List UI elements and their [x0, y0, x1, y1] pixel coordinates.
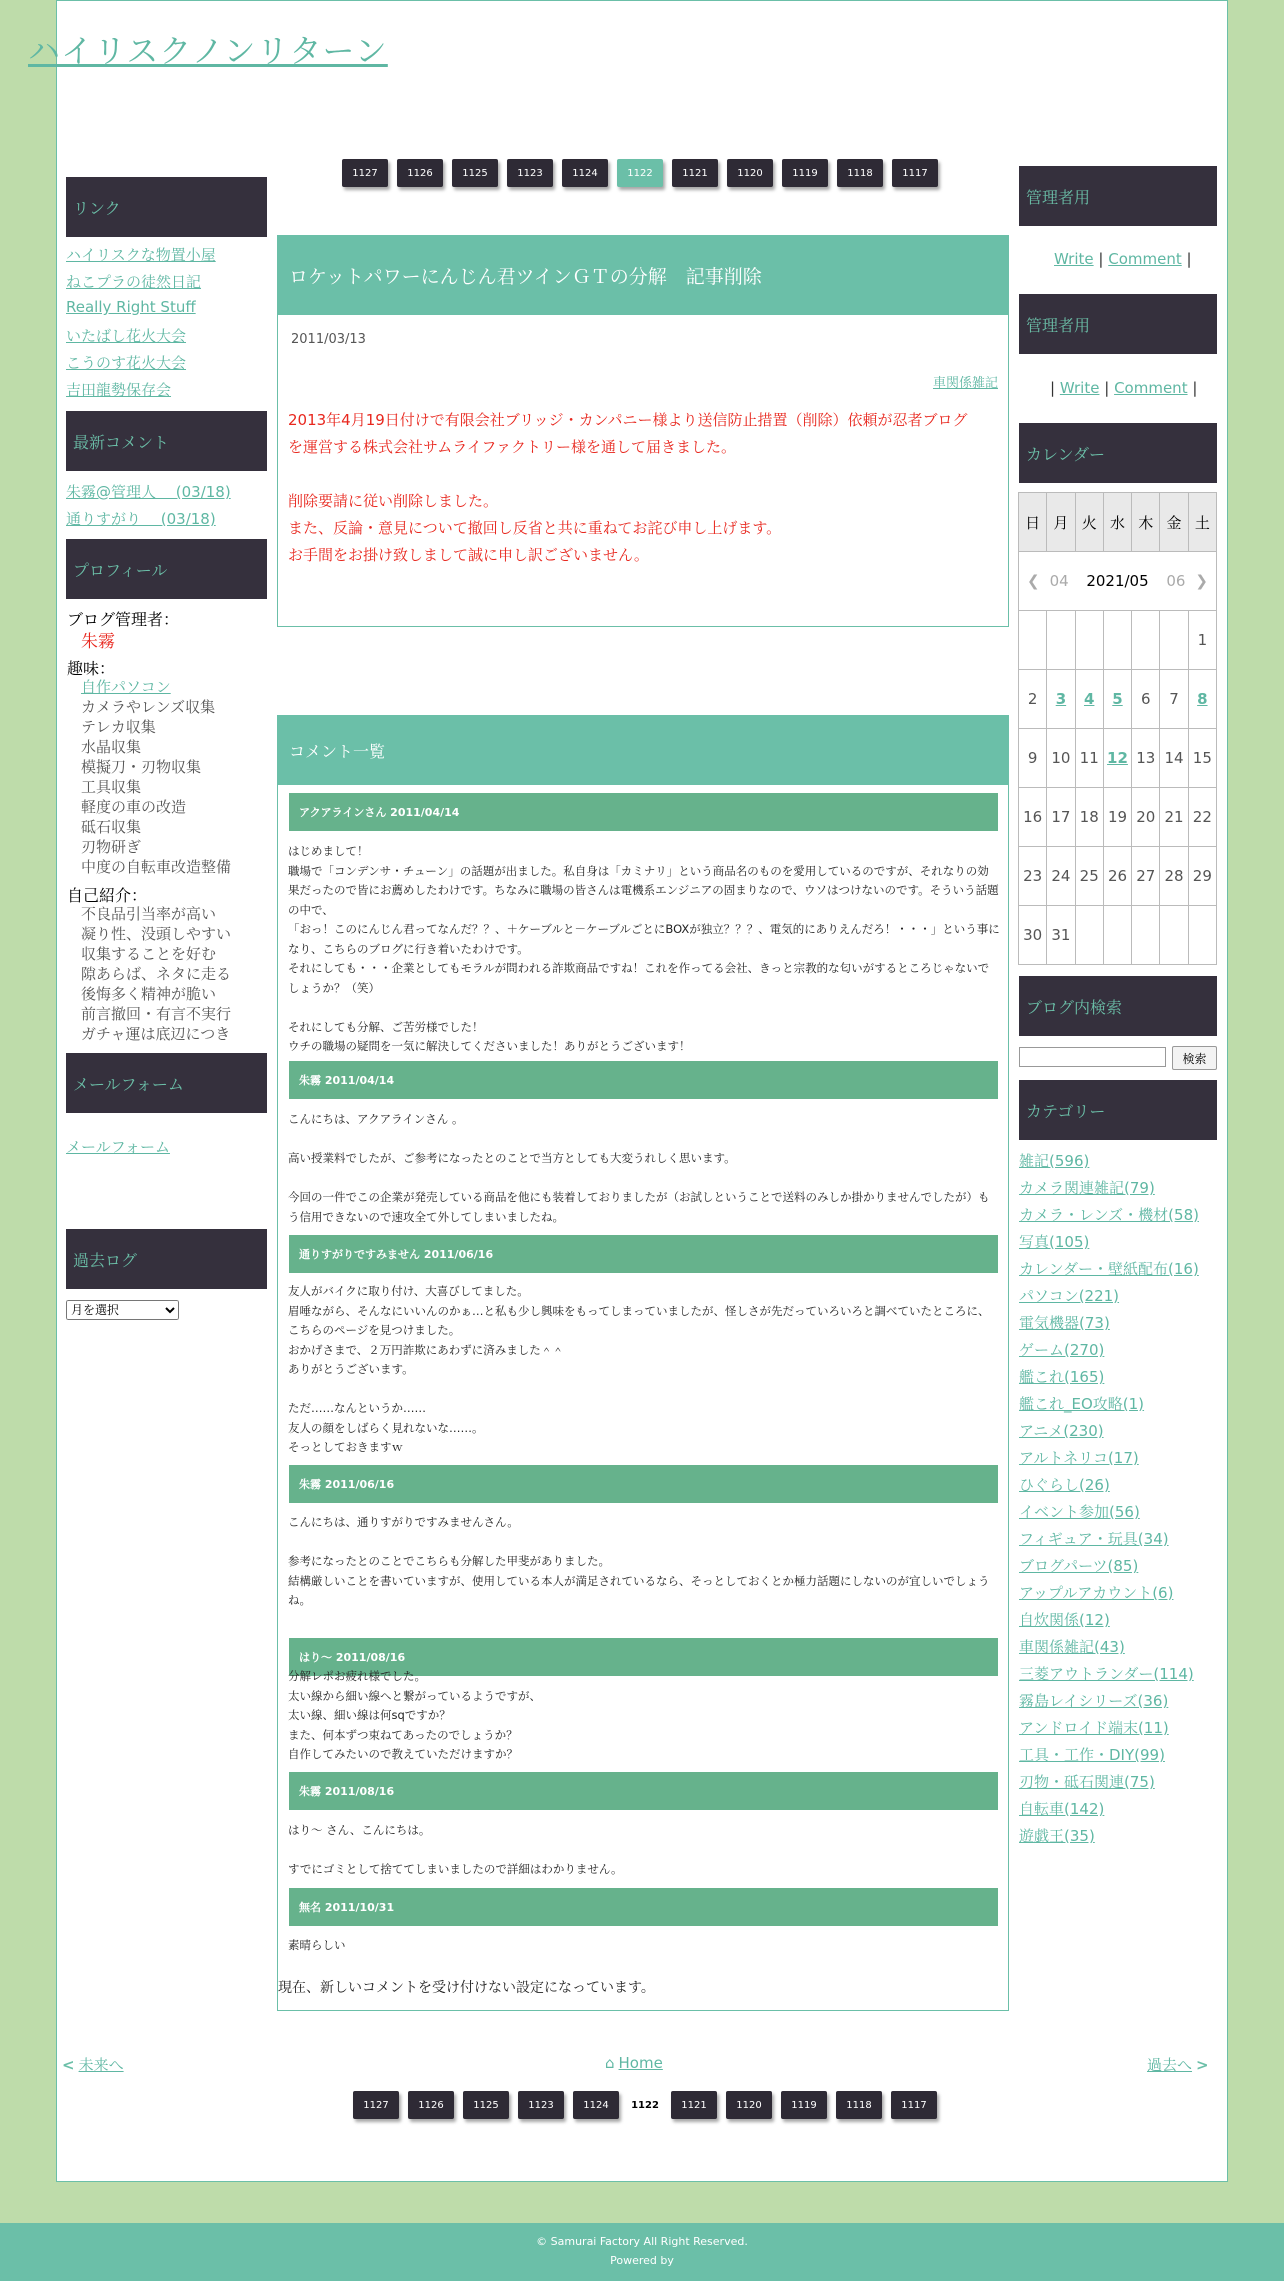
calendar-day[interactable] — [1047, 670, 1075, 729]
category-link[interactable]: 刃物・砥石関連(75) — [1019, 1773, 1155, 1791]
calendar-day — [1160, 847, 1188, 906]
calendar-day — [1132, 729, 1160, 788]
write-link[interactable]: Write — [1054, 250, 1094, 268]
calendar-week-row — [1019, 611, 1217, 670]
calendar-day — [1047, 611, 1075, 670]
calendar-day-number: 28 — [1164, 867, 1184, 885]
category-link[interactable]: ブログパーツ(85) — [1019, 1557, 1139, 1575]
calendar-prev[interactable] — [1027, 572, 1069, 590]
calendar-day-number: 30 — [1023, 926, 1043, 944]
mail-form-link[interactable]: メールフォーム — [66, 1138, 170, 1156]
intro-label: 自己紹介： — [67, 886, 148, 905]
category-link[interactable]: 工具・工作・DIY(99) — [1019, 1746, 1165, 1764]
category-link[interactable]: パソコン(221) — [1019, 1287, 1120, 1305]
post-title: ロケットパワーにんじん君ツインＧＴの分解 記事削除 — [277, 235, 1009, 315]
intro-item: 前言撤回・有言不実行 — [81, 1005, 232, 1023]
calendar-day-number: 26 — [1107, 867, 1128, 885]
comment-header: 通りすがりですみません 2011/06/16 — [289, 1235, 998, 1273]
calendar-day — [1019, 906, 1047, 965]
calendar-nav-inner — [1019, 572, 1216, 590]
calendar-week-row — [1019, 729, 1217, 788]
page-link[interactable]: 1126 — [408, 2091, 454, 2119]
calendar-weekday: 火 — [1075, 493, 1103, 552]
search-input[interactable] — [1019, 1047, 1166, 1067]
mail-form-heading: メールフォーム — [66, 1053, 267, 1113]
calendar-day — [1075, 906, 1103, 965]
calendar-day-link[interactable]: 4 — [1083, 690, 1095, 708]
hobby-item: 軽度の車の改造 — [81, 798, 187, 816]
calendar-day-number: 2 — [1027, 690, 1038, 708]
calendar-week-row — [1019, 906, 1217, 965]
calendar-nav-row — [1019, 552, 1217, 611]
post-body-paragraph: お手間をお掛け致しまして誠に申し訳ございません。 — [288, 546, 649, 564]
calendar-day — [1019, 788, 1047, 847]
calendar-day — [1160, 611, 1188, 670]
page-link[interactable]: 1125 — [463, 2091, 509, 2119]
page-link[interactable]: 1123 — [507, 159, 553, 187]
calendar-day — [1160, 906, 1188, 965]
post-body-paragraph: 削除要請に従い削除しました。 — [288, 492, 499, 510]
intro-item: 隙あらば、ネタに走る — [81, 965, 232, 983]
calendar-prev-month: 04 — [1049, 572, 1069, 590]
category-link[interactable]: 艦これ(165) — [1019, 1368, 1105, 1386]
calendar-day-number: 21 — [1164, 808, 1184, 826]
comment-header: はり～ 2011/08/16 — [289, 1638, 998, 1676]
post-date: 2011/03/13 — [291, 332, 366, 347]
calendar-day — [1075, 611, 1103, 670]
hobby-item: 工具収集 — [81, 778, 142, 796]
comment-body: こんにちは、通りすがりですみませんさん。 参考になったとのことでこちらも分解した甲斐がありました。 結構厳しいことを書いていますが、使用している本人が満足されているなら、そっとしておくとか極力話題にしないのが宜しいでしょうね。 — [288, 1515, 990, 1607]
comment-link[interactable]: Comment — [1114, 379, 1188, 397]
comment-body: はり～ さん、こんにちは。 すでにゴミとして捨ててしまいましたので詳細はわかりません。 — [288, 1823, 623, 1876]
calendar-day-number: 7 — [1169, 690, 1179, 708]
calendar-day-link[interactable]: 12 — [1107, 749, 1128, 767]
article-pager-top — [342, 159, 947, 187]
calendar-nav — [1019, 552, 1217, 611]
site-title[interactable]: ハイリスクノンリターン — [28, 32, 388, 70]
calendar-weekday: 月 — [1047, 493, 1075, 552]
archive-heading: 過去ログ — [66, 1229, 267, 1289]
hobby-item: 水晶収集 — [81, 738, 142, 756]
hobby-item: 中度の自転車改造整備 — [81, 858, 232, 876]
category-link[interactable]: アルトネリコ(17) — [1019, 1449, 1139, 1467]
page-link[interactable]: 1119 — [781, 2091, 827, 2119]
category-link[interactable]: イベント参加(56) — [1019, 1503, 1140, 1521]
category-link[interactable]: 電気機器(73) — [1019, 1314, 1110, 1332]
calendar-day-number: 24 — [1051, 867, 1071, 885]
page-link[interactable]: 1119 — [782, 159, 828, 187]
calendar-day-number: 25 — [1079, 867, 1099, 885]
calendar-weekday: 木 — [1132, 493, 1160, 552]
calendar-day[interactable] — [1075, 670, 1103, 729]
calendar-day-number: 16 — [1023, 808, 1043, 826]
page-link[interactable]: 1121 — [671, 2091, 717, 2119]
calendar-day — [1188, 729, 1216, 788]
intro-item: 後悔多く精神が脆い — [81, 985, 217, 1003]
admin-name: 朱霧 — [81, 632, 115, 652]
page-current: 1122 — [617, 159, 663, 187]
calendar-day — [1188, 906, 1216, 965]
recent-comment-link[interactable]: 朱霧@管理人 (03/18) — [66, 483, 231, 501]
calendar-day — [1047, 906, 1075, 965]
calendar-day — [1132, 611, 1160, 670]
home-label: Home — [618, 2054, 663, 2072]
calendar-day — [1132, 670, 1160, 729]
post-body — [288, 407, 978, 569]
calendar-day[interactable] — [1103, 729, 1131, 788]
category-link[interactable]: 自転車(142) — [1019, 1800, 1105, 1818]
calendar-day — [1132, 847, 1160, 906]
chevron-left-icon: ❮ — [1027, 572, 1040, 590]
home-icon: ⌂ — [605, 2054, 615, 2072]
hobby-label: 趣味： — [67, 659, 116, 678]
admin-label: ブログ管理者： — [67, 610, 180, 629]
page-link[interactable]: 1127 — [353, 2091, 399, 2119]
category-heading: カテゴリー — [1019, 1080, 1217, 1140]
admin-links-2 — [1050, 379, 1197, 397]
category-link[interactable]: カメラ・レンズ・機材(58) — [1019, 1206, 1199, 1224]
calendar-day — [1188, 611, 1216, 670]
page-link[interactable]: 1118 — [836, 2091, 882, 2119]
category-link[interactable]: 遊戯王(35) — [1019, 1827, 1095, 1845]
calendar-current-month: 2021/05 — [1086, 572, 1149, 590]
category-link[interactable]: 自炊関係(12) — [1019, 1611, 1110, 1629]
calendar-day-number: 15 — [1192, 749, 1212, 767]
page-link[interactable]: 1123 — [518, 2091, 564, 2119]
older-label: 過去へ — [1147, 2056, 1193, 2074]
page-link[interactable]: 1124 — [562, 159, 608, 187]
footer-powered: Powered by — [610, 2254, 674, 2267]
blog-search-heading: ブログ内検索 — [1019, 976, 1217, 1036]
profile-heading: プロフィール — [66, 539, 267, 599]
page-link[interactable]: 1120 — [726, 2091, 772, 2119]
calendar-day — [1103, 906, 1131, 965]
calendar-next[interactable] — [1166, 572, 1208, 590]
write-link[interactable]: Write — [1059, 379, 1100, 397]
admin-links-1 — [1054, 250, 1192, 268]
footer-copyright: © Samurai Factory All Right Reserved. — [536, 2235, 748, 2248]
category-link[interactable]: カレンダー・壁紙配布(16) — [1019, 1260, 1199, 1278]
page-link[interactable]: 1117 — [891, 2091, 937, 2119]
page-link[interactable]: 1120 — [727, 159, 773, 187]
calendar-day-number: 6 — [1141, 690, 1151, 708]
comment-link[interactable]: Comment — [1108, 250, 1182, 268]
category-link[interactable]: 三菱アウトランダー(114) — [1019, 1665, 1194, 1683]
blog-link[interactable]: 吉田龍勢保存会 — [66, 381, 172, 399]
page-link[interactable]: 1127 — [342, 159, 388, 187]
recent-comments-heading: 最新コメント — [66, 411, 267, 471]
calendar-weekday-row — [1019, 493, 1217, 552]
comment-header: 朱霧 2011/08/16 — [289, 1772, 998, 1810]
chevron-right-icon: ❯ — [1195, 572, 1208, 590]
calendar-day — [1075, 729, 1103, 788]
category-link[interactable]: アンドロイド端末(11) — [1019, 1719, 1169, 1737]
separator: | — [1098, 250, 1104, 268]
comments-closed-note: 現在、新しいコメントを受け付けない設定になっています。 — [278, 1980, 655, 1996]
separator: | — [1050, 379, 1056, 397]
calendar-weekday: 土 — [1188, 493, 1216, 552]
comment-body: はじめまして！ 職場で「コンデンサ・チューン」の話題が出ました。私自身は「カミナリ」という商品名のものを愛用しているのですが、それなりの効果だったので皆にお薦めしたわけです。ちなみに職場の皆さんは電機系エンジニアの固まりなので、ウソはつけないのです。そういう話題の中で、 「おっ！このにんじん君ってなんだ？？、＋ケーブルと－ケーブルごとにBOXが独立？？？、電気的にありえんだろ！・・・」という事になり、こちらのブログに行き着いたわけです。 それにしても・・・企業としてもモラルが問われる詐欺商品ですね！これを作ってる会社、きっと宗教的な匂いがするところじゃないでしょうか？（笑） それにしても分解、ご苦労様でした！ ウチの職場の疑問を一気に解決してくださいました！ありがとうございます！ — [288, 844, 1000, 1053]
hobby-item: テレカ収集 — [81, 718, 156, 736]
search-button[interactable]: 検索 — [1172, 1046, 1217, 1070]
page-link[interactable]: 1125 — [452, 159, 498, 187]
calendar-day-link[interactable]: 5 — [1112, 690, 1123, 708]
hobby-item: 模擬刀・刃物収集 — [81, 758, 202, 776]
category-link[interactable]: アップルアカウント(6) — [1019, 1584, 1174, 1602]
calendar-day — [1075, 847, 1103, 906]
blog-link[interactable]: Really Right Stuff — [66, 298, 196, 316]
calendar-day-number: 10 — [1051, 749, 1071, 767]
comment-body: 素晴らしい — [288, 1938, 346, 1952]
category-link[interactable]: カメラ関連雑記(79) — [1019, 1179, 1155, 1197]
admin-heading-2: 管理者用 — [1019, 294, 1217, 354]
calendar-day[interactable] — [1103, 670, 1131, 729]
recent-comment-link[interactable]: 通りすがり (03/18) — [66, 510, 216, 528]
category-link[interactable]: ひぐらし(26) — [1019, 1476, 1110, 1494]
calendar-day-link[interactable]: 8 — [1197, 690, 1208, 708]
calendar-day — [1019, 670, 1047, 729]
article-pager-bottom — [353, 2091, 946, 2119]
comment-header: 朱霧 2011/04/14 — [289, 1061, 998, 1099]
comment-header: アクアラインさん 2011/04/14 — [289, 793, 998, 831]
admin-heading-1: 管理者用 — [1019, 166, 1217, 226]
post-body-paragraph: 2013年4月19日付けで有限会社ブリッジ・カンパニー様より送信防止措置（削除）依頼が忍者ブログを運営する株式会社サムライファクトリー様を通して届きました。 — [288, 411, 968, 456]
category-link[interactable]: 霧島レイシリーズ(36) — [1019, 1692, 1169, 1710]
chevron-right-icon: > — [1196, 2056, 1209, 2074]
separator: | — [1186, 250, 1192, 268]
calendar-day — [1160, 729, 1188, 788]
calendar-day-number: 27 — [1136, 867, 1156, 885]
category-link[interactable]: 写真(105) — [1019, 1233, 1090, 1251]
comment-header: 無名 2011/10/31 — [289, 1888, 998, 1926]
calendar-day-number: 23 — [1023, 867, 1043, 885]
links-heading: リンク — [66, 177, 267, 237]
category-link[interactable]: 雑記(596) — [1019, 1152, 1090, 1170]
calendar-day — [1075, 788, 1103, 847]
calendar-next-month: 06 — [1166, 572, 1186, 590]
hobby-item: 砥石収集 — [81, 818, 142, 836]
intro-item: ガチャ運は底辺につき — [81, 1025, 231, 1043]
calendar-day — [1188, 788, 1216, 847]
calendar-day — [1047, 729, 1075, 788]
calendar-day — [1188, 847, 1216, 906]
post-body-paragraph: また、反論・意見について撤回し反省と共に重ねてお詫び申し上げます。 — [288, 519, 782, 537]
calendar-weekday: 水 — [1103, 493, 1131, 552]
chevron-left-icon: < — [62, 2056, 75, 2074]
calendar-day-number: 9 — [1027, 749, 1038, 767]
calendar-day — [1160, 788, 1188, 847]
calendar-day-link[interactable]: 3 — [1055, 690, 1067, 708]
intro-item: 不良品引当率が高い — [81, 905, 217, 923]
calendar-day-number: 14 — [1164, 749, 1184, 767]
calendar-weekday: 金 — [1160, 493, 1188, 552]
home-link[interactable] — [605, 2054, 663, 2072]
calendar-day-number: 1 — [1197, 631, 1208, 649]
intro-item: 収集することを好む — [81, 945, 217, 963]
calendar-weekday: 日 — [1019, 493, 1047, 552]
comment-header: 朱霧 2011/06/16 — [289, 1465, 998, 1503]
comment-body: こんにちは、アクアラインさん 。 高い授業料でしたが、ご参考になったとのことで当方としても大変うれしく思います。 今回の一件でこの企業が発売している商品を他にも装着しておりましたが（お試しということで送料のみしか掛かりませんでしたが）もう信用できないので速攻全て外してしまいましたね。 — [288, 1112, 990, 1224]
calendar-day — [1103, 788, 1131, 847]
blog-link[interactable]: こうのす花火大会 — [66, 354, 187, 372]
comment-body: 分解レポお疲れ様でした。 太い線から細い線へと繋がっているようですが、 太い線、細い線は何sqですか？ また、何本ずつ束ねてあったのでしょうか？ 自作してみたいので教えていただけますか？ — [288, 1669, 541, 1761]
comments-heading: コメント一覧 — [277, 715, 1009, 785]
post-category-link[interactable]: 車関係雑記 — [932, 376, 998, 391]
calendar-day — [1103, 847, 1131, 906]
calendar-day-number: 19 — [1107, 808, 1128, 826]
blog-link[interactable]: ハイリスクな物置小屋 — [66, 246, 216, 264]
page-link[interactable]: 1124 — [573, 2091, 619, 2119]
category-link[interactable]: ゲーム(270) — [1019, 1341, 1105, 1359]
calendar-week-row — [1019, 670, 1217, 729]
category-link[interactable]: 車関係雑記(43) — [1019, 1638, 1125, 1656]
calendar-day-number: 29 — [1192, 867, 1212, 885]
calendar-heading: カレンダー — [1019, 423, 1217, 483]
footer — [0, 2223, 1284, 2281]
calendar-day[interactable] — [1188, 670, 1216, 729]
calendar-day-number: 22 — [1192, 808, 1212, 826]
separator: | — [1192, 379, 1198, 397]
page-link[interactable]: 1126 — [397, 159, 443, 187]
calendar-day-number: 20 — [1136, 808, 1156, 826]
calendar-day-number: 31 — [1051, 926, 1071, 944]
calendar — [1018, 492, 1217, 965]
calendar-day — [1019, 847, 1047, 906]
blog-link[interactable]: いたばし花火大会 — [66, 327, 187, 345]
blog-link[interactable]: ねこプラの徒然日記 — [66, 273, 202, 291]
page-link[interactable]: 1117 — [892, 159, 938, 187]
calendar-day — [1132, 906, 1160, 965]
hobby-item: 刃物研ぎ — [81, 838, 142, 856]
calendar-day-number: 11 — [1079, 749, 1099, 767]
calendar-day — [1019, 611, 1047, 670]
calendar-day-number: 18 — [1079, 808, 1099, 826]
calendar-day — [1047, 847, 1075, 906]
newer-label: 未来へ — [78, 2056, 124, 2074]
page-link[interactable]: 1121 — [672, 159, 718, 187]
calendar-day — [1019, 729, 1047, 788]
newer-link[interactable] — [62, 2054, 124, 2075]
calendar-day-number: 13 — [1136, 749, 1156, 767]
page-link[interactable]: 1118 — [837, 159, 883, 187]
calendar-week-row — [1019, 847, 1217, 906]
category-link[interactable]: フィギュア・玩具(34) — [1019, 1530, 1169, 1548]
comment-body: 友人がバイクに取り付け、大喜びしてました。 眉唾ながら、そんなにいいんのかぁ…と私も少し興味をもってしまっていましたが、怪しさが先だっていろいろと調べていたところに、こちらのページを見つけました。 おかげさまで、２万円詐欺にあわずに済みました＾＾ ありがとうございます。 ただ……なんというか…… 友人の顔をしばらく見れないな……。 そっとしておきますｗ — [288, 1284, 990, 1454]
calendar-day — [1103, 611, 1131, 670]
calendar-day — [1132, 788, 1160, 847]
page-current: 1122 — [631, 2099, 659, 2111]
category-link[interactable]: アニメ(230) — [1019, 1422, 1104, 1440]
intro-item: 凝り性、没頭しやすい — [81, 925, 232, 943]
separator: | — [1104, 379, 1110, 397]
calendar-day — [1047, 788, 1075, 847]
category-link[interactable]: 艦これ_EO攻略(1) — [1019, 1395, 1145, 1413]
calendar-day — [1160, 670, 1188, 729]
hobby-link[interactable]: 自作パソコン — [81, 678, 171, 696]
hobby-item: カメラやレンズ収集 — [81, 698, 216, 716]
calendar-day-number: 17 — [1051, 808, 1071, 826]
older-link[interactable] — [1147, 2054, 1209, 2075]
calendar-week-row — [1019, 788, 1217, 847]
archive-select[interactable] — [66, 1300, 179, 1320]
